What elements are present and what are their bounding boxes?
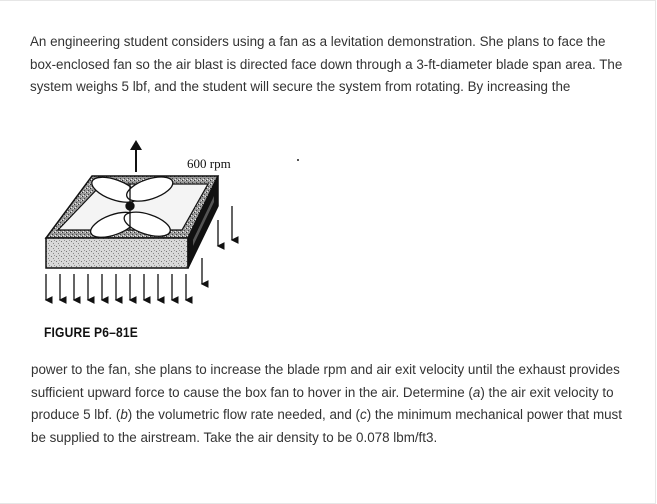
stray-dot xyxy=(297,159,299,161)
figure-caption: FIGURE P6–81E xyxy=(44,324,138,340)
paragraph-2-text-2: ) the volumetric flow rate needed, and ( xyxy=(127,407,361,422)
part-b-letter: b xyxy=(120,407,128,422)
paragraph-2-text-1: ) the air exit velocity to produce 5 lbf. ( xyxy=(31,384,614,422)
fan-figure xyxy=(30,140,310,345)
part-a-letter: a xyxy=(472,384,481,400)
rpm-label: 600 rpm xyxy=(187,156,231,171)
part-c-letter: c xyxy=(360,407,367,422)
upward-force-arrow xyxy=(130,140,142,172)
box-fan-diagram xyxy=(30,140,310,345)
paragraph-2-text-3: ) the minimum mechanical power that must be supplied to the airstream. Take the air density to be 0.078 lbm/ft3. xyxy=(31,407,622,445)
paragraph-2-text-0: power to the fan, she plans to increase the blade rpm and air exit velocity until the exhaust provides sufficient upward force to cause the box fan to hover in the air. Determine ( xyxy=(31,362,620,400)
problem-paragraph-1: An engineering student considers using a fan as a levitation demonstration. She plans to face the box-enclosed fan so the air blast is directed face down through a 3-ft-diameter blade span area. The system weighs 5 lbf, and the student will secure the system from rotating. By increasing the xyxy=(30,34,623,94)
problem-paragraph-2 xyxy=(31,359,631,449)
